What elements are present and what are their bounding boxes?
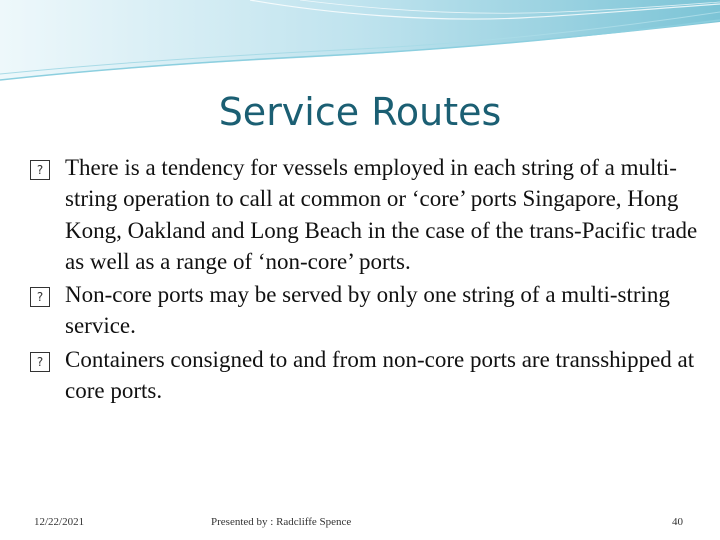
- footer-date: 12/22/2021: [34, 516, 85, 528]
- bullet-text: Non-core ports may be served by only one string of a multi-string service.: [65, 282, 670, 339]
- header-wave-decoration: [0, 0, 720, 90]
- slide-title: Service Routes: [218, 90, 502, 134]
- bullet-placeholder-icon: ?: [30, 287, 50, 307]
- page-number: 40: [672, 516, 683, 528]
- bullet-item: [30, 344, 700, 407]
- bullet-text: Containers consigned to and from non-core ports are transshipped at core ports.: [65, 346, 695, 404]
- bullet-item: [30, 279, 700, 342]
- bullet-item: [30, 152, 700, 277]
- bullet-text: There is a tendency for vessels employed in each string of a multi-string operation to call at common or ‘core’ ports Singapore, Hong Kong, Oakland and Long Beach in the case of the trans-Pacific trade as well as a range of ‘non-core’ ports.: [65, 155, 698, 274]
- bullet-placeholder-icon: ?: [30, 160, 50, 180]
- bullet-list: [30, 152, 700, 408]
- footer-presenter: Presented by : Radcliffe Spence: [211, 516, 352, 528]
- bullet-placeholder-icon: ?: [30, 352, 50, 372]
